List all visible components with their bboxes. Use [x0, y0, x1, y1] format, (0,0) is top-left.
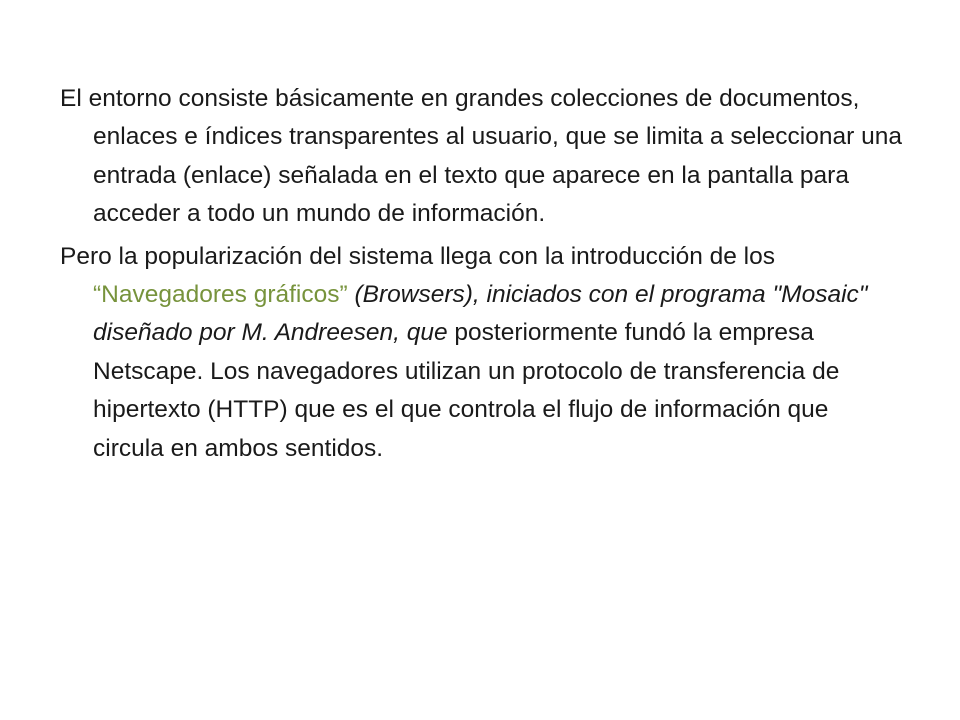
slide-text-body — [60, 80, 905, 472]
browsers-mosaic-italic: (Browsers), iniciados con el programa "Mosaic" diseñado por M. Andreesen, que — [93, 281, 868, 347]
paragraph-browsers-rest: posteriormente fundó la empresa Netscape. Los navegadores utilizan un protocolo de transferencia de hipertexto (HTTP) que es el que controla el flujo de información que circula en ambos sentidos. — [93, 319, 840, 462]
paragraph-environment — [60, 80, 905, 234]
paragraph-environment-text: El entorno consiste básicamente en grandes colecciones de documentos, enlaces e índices transparentes al usuario, que se limita a seleccionar una entrada (enlace) señalada en el texto que aparece en la pantalla para acceder a todo un mundo de información. — [60, 85, 902, 228]
navegadores-graficos-highlight: “Navegadores gráficos” — [93, 281, 348, 309]
paragraph-browsers — [60, 238, 905, 468]
paragraph-browsers-lead: Pero la popularización del sistema llega con la introducción de los — [60, 242, 775, 270]
